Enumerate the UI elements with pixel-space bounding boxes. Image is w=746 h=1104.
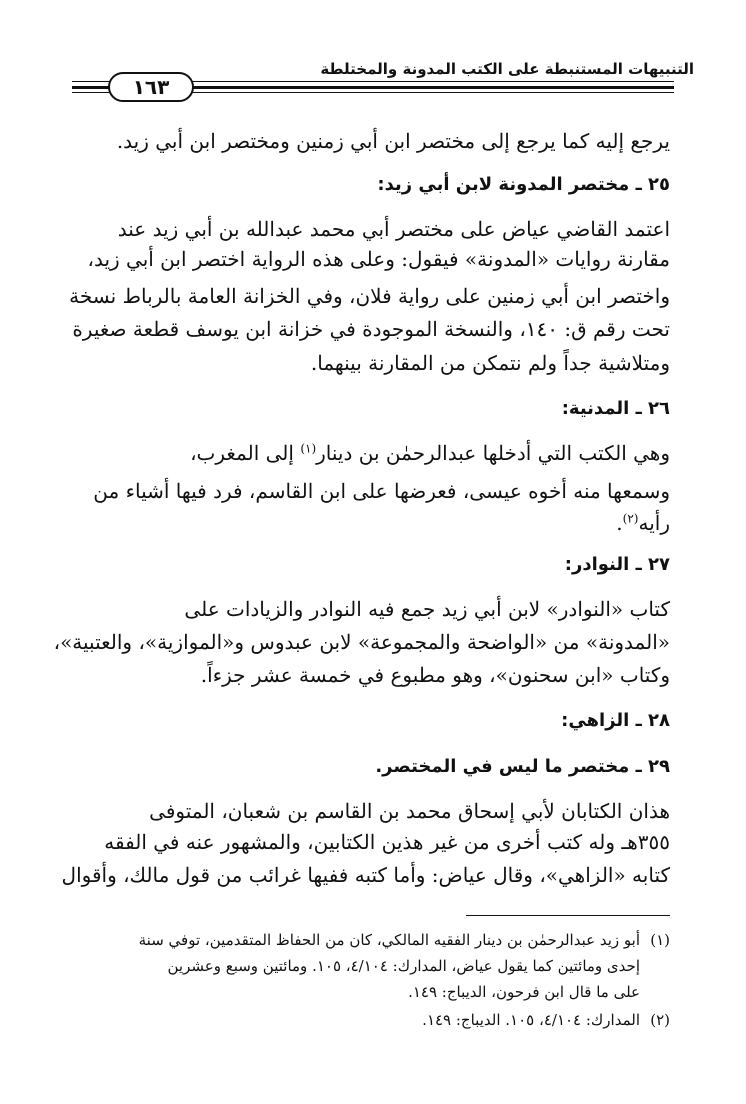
body-line: ومتلاشية جداً ولم نتمكن من المقارنة بينهما.	[310, 351, 670, 375]
body-text: إلى المغرب،	[190, 441, 294, 465]
footnote	[76, 1010, 670, 1030]
body-line: هذان الكتابان لأبي إسحاق محمد بن القاسم بن شعبان، المتوفى	[149, 799, 670, 823]
body-line: واختصر ابن أبي زمنين على رواية فلان، وفي الخزانة العامة بالرباط نسخة	[69, 284, 670, 308]
footnote-separator	[466, 915, 670, 916]
footnote	[76, 930, 670, 950]
body-line: «المدونة» من «الواضحة والمجموعة» لابن عبدوس و«الموازية»، والعتبية»،	[53, 630, 670, 654]
section-heading: ٢٦ ـ المدنية:	[561, 398, 670, 419]
footnote-number: (٢)	[650, 1011, 670, 1029]
page-number: ١٦٣	[108, 72, 194, 102]
body-line: كتابه «الزاهي»، وقال عياض: وأما كتبه ففيها غرائب من قول مالك، وأقوال	[61, 863, 670, 887]
section-heading: ٢٩ ـ مختصر ما ليس في المختصر.	[375, 756, 670, 777]
footnote-text: أبو زيد عبدالرحمٰن بن دينار الفقيه المالكي، كان من الحفاظ المتقدمين، توفي سنة	[138, 931, 640, 949]
body-line	[76, 440, 670, 466]
body-line: وكتاب «ابن سحنون»، وهو مطبوع في خمسة عشر جزءاً.	[200, 663, 670, 687]
body-line: مقارنة روايات «المدونة» فيقول: وعلى هذه الرواية اختصر ابن أبي زيد،	[87, 247, 670, 271]
body-line: وسمعها منه أخوه عيسى، فعرضها على ابن القاسم، فرد فيها أشياء من	[93, 479, 670, 503]
running-title: التنبيهات المستنبطة على الكتب المدونة والمختلطة	[320, 60, 694, 78]
footnote-line: على ما قال ابن فرحون، الديباج: ١٤٩.	[408, 983, 640, 1001]
footnote-text: المدارك: ٤/١٠٤، ١٠٥. الديباج: ١٤٩.	[422, 1011, 640, 1029]
body-line: كتاب «النوادر» لابن أبي زيد جمع فيه النوادر والزيادات على	[184, 597, 670, 621]
body-line: رأيه$^{(٢)}$.	[616, 511, 670, 535]
body-text: رأيه	[638, 511, 670, 535]
body-text: وهي الكتب التي أدخلها عبدالرحمٰن بن دينار	[316, 441, 670, 465]
section-heading: ٢٨ ـ الزاهي:	[561, 710, 670, 731]
footnote-line: إحدى ومائتين كما يقول عياض، المدارك: ٤/١٠٤، ١٠٥. ومائتين وسبع وعشرين	[167, 957, 640, 975]
footnote-ref: (١)	[300, 441, 317, 456]
section-heading: ٢٥ ـ مختصر المدونة لابن أبي زيد:	[377, 174, 670, 195]
footnote-number: (١)	[650, 931, 670, 949]
body-line: اعتمد القاضي عياض على مختصر أبي محمد عبدالله بن أبي زيد عند	[117, 217, 670, 241]
footnote-ref: (٢)	[622, 511, 639, 526]
body-line: تحت رقم ق: ١٤٠، والنسخة الموجودة في خزانة ابن يوسف قطعة صغيرة	[72, 317, 670, 341]
body-line: ٣٥٥هـ وله كتب أخرى من غير هذين الكتابين، والمشهور عنه في الفقه	[104, 830, 670, 854]
body-line: يرجع إليه كما يرجع إلى مختصر ابن أبي زمنين ومختصر ابن أبي زيد.	[116, 129, 670, 153]
section-heading: ٢٧ ـ النوادر:	[564, 554, 670, 575]
